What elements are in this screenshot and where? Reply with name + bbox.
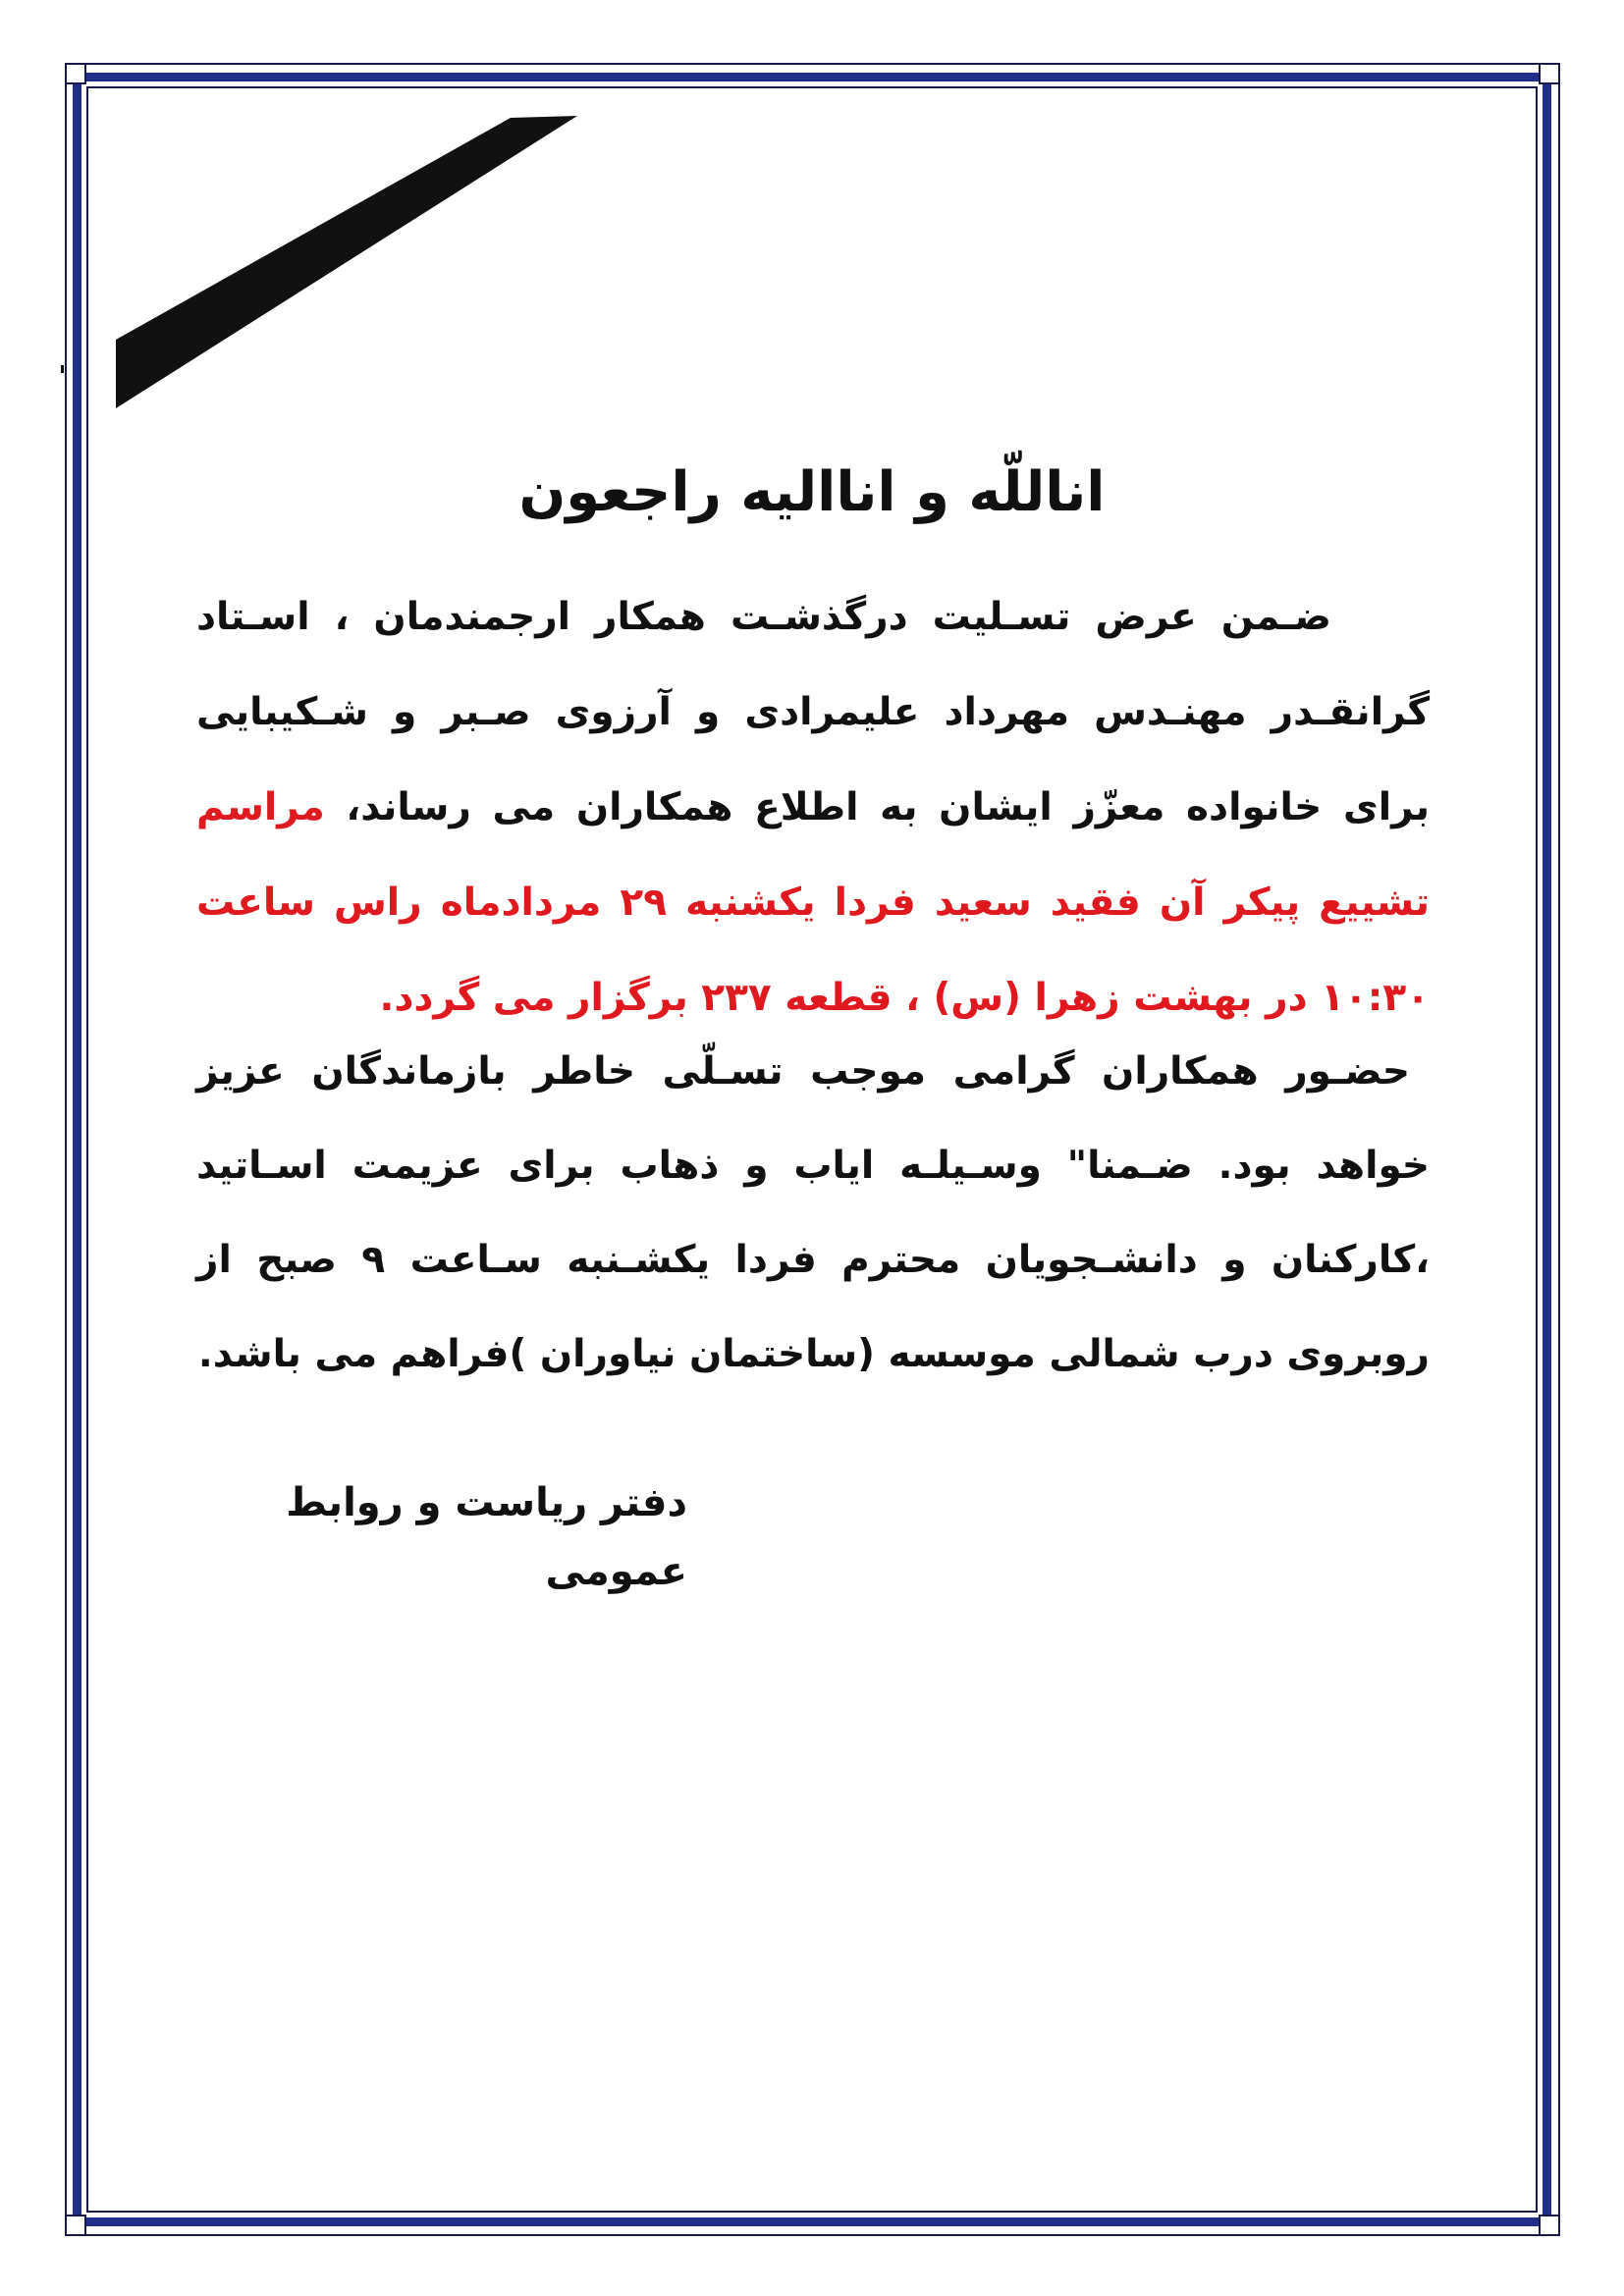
ceremony-details: مراسم تشييع پيكر آن فقيد سعيد فردا يكشنبه ۲۹ مردادماه راس ساعت ۱۰:۳۰ در بهشت زهرا (س) ، قطعه ۲۳۷ برگزار می گردد. xyxy=(196,785,1430,1020)
transport-text: حضـور همكاران گرامی موجب تسـلّی خاطر بازماندگان عزيز خواهد بود. ضـمنا" وسـيلـه اياب و ذهاب برای عزيمت اسـاتيد ،كاركنان و دانشـجويان محترم فردا يكشـنبه سـاعت ۹ صبح از روبروی درب شمالی موسسه (ساختمان نياوران )فراهم می باشد. xyxy=(196,1049,1430,1376)
announcement-paragraph xyxy=(196,569,1430,1045)
announcement-text: ضـمن عرض تسـليت درگذشـت همكار ارجمندمان ، اسـتاد گرانقـدر مهنـدس مهرداد عليمرادی و آرزوی صـبر و شـكيبايی برای خانواده معزّز ايشان به اطلاع همكاران می رساند، xyxy=(196,595,1430,829)
transport-paragraph xyxy=(196,1025,1430,1402)
signature: دفتر رياست و روابط عمومی xyxy=(286,1480,687,1594)
page-title: اناللّه و انااليه راجعون xyxy=(518,460,1106,524)
